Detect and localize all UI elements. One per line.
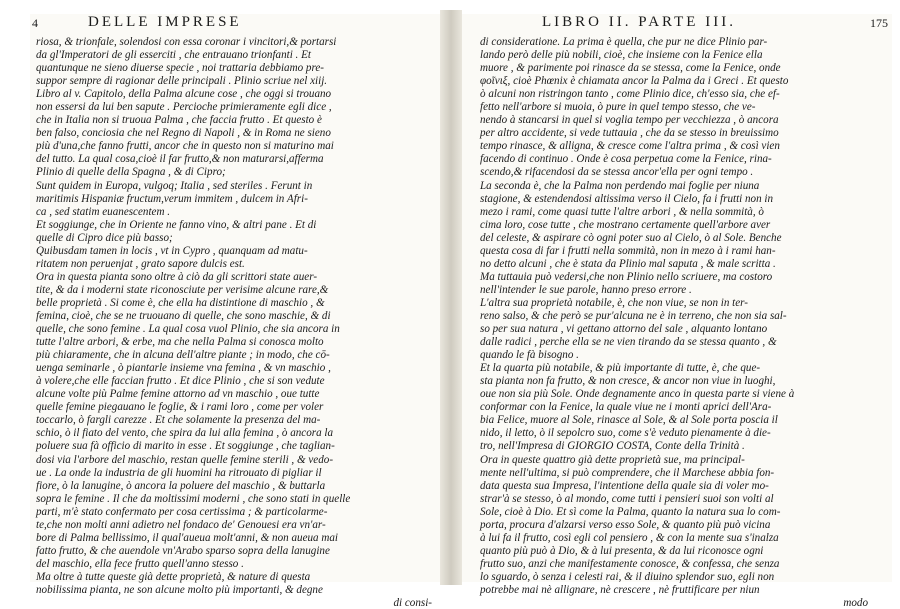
left-text-line: sopra le femine . Il che da moltissimi moderni , che sono stati in quelle — [36, 492, 351, 505]
left-text-line: à volere,che elle faccian frutto . Et dice Plinio , che si son vedute — [36, 375, 325, 388]
left-text-line: alcune volte più Palme femine attorno ad vn maschio , oue tutte — [36, 388, 320, 401]
left-text-line: suppor sempre di ragionar delle principali . Plinio scriue nel xiij. — [36, 75, 328, 88]
right-text-line: Sole, cioè à Dio. Et sì come la Palma, quanto la natura sua lo com- — [480, 505, 781, 518]
right-text-line: strar'à se stesso, ò al mondo, come tutti i pensieri suoi son volti al — [480, 492, 774, 505]
right-page — [462, 14, 892, 609]
left-text-line: Libro al v. Capitolo, della Palma alcune cose , che oggi si trouano — [36, 88, 332, 101]
left-page-number: 4 — [32, 16, 38, 30]
right-text-line: tro, nell'Impresa di GIORGIO COSTA, Conte della Trinità . — [480, 440, 745, 453]
left-text-line: quelle, che sono femine . La qual cosa vuol Plinio, che sia ancora in — [36, 323, 340, 336]
right-text-line: La seconda è, che la Palma non perdendo mai foglie per niuna — [480, 179, 760, 192]
left-text-line: più chiaramente, che in alcuna dell'altre piante ; in modo, che cō- — [36, 349, 330, 362]
right-catchword: modo — [843, 597, 868, 609]
right-text-line: fetto nell'arbore si muoia, ò pure in quel tempo stesso, che ve- — [480, 101, 756, 114]
right-text-line: no detto alcuni , che è stata da Plinio mal saputa , & male scritta . — [480, 257, 776, 270]
right-text-line: mente nell'ultima, si può comprendere, che il Marchese abbia fon- — [480, 466, 775, 479]
left-text-line: femina, cioè, che se ne truouano di quelle, che sono maschie, & di — [36, 309, 331, 322]
right-running-title: LIBRO II. PARTE III. — [542, 14, 736, 30]
left-text-line: quantunque ne sieno diuerse specie , noi trattaria debbiamo pre- — [36, 62, 324, 75]
left-text-line: Et soggiunge, che in Oriente ne fanno vino, & altri pane . Et di — [36, 218, 317, 231]
left-text-line: te,che non molti anni adietro nel fondaco de' Genouesi era vn'ar- — [36, 518, 326, 531]
left-text-line: ben falso, conciosia che nel Regno di Napoli , & in Roma ne sieno — [36, 127, 331, 140]
left-text-line: ue . La onde la industria de gli huomini ha ritrouato di pigliar il — [36, 466, 322, 479]
right-text-line: tempo rinasce, & alligna, & cresce come l'altra prima , & così vien — [480, 140, 780, 153]
left-text-line: tite, & da i moderni state riconosciute per verisime alcune rare,& — [36, 283, 329, 296]
right-text-line: stagione, & estendendosi altissima verso il Cielo, fa i frutti non in — [480, 192, 774, 205]
right-text-line: dalle radici , perche ella se ne vien tirando da se stessa quanto , & — [480, 336, 777, 349]
left-text-line: Ma oltre à tutte queste già dette proprietà, & nature di questa — [36, 570, 311, 583]
right-text-line: potrebbe mai nè allignare, nè crescere , nè fruttificare per niun — [480, 583, 760, 596]
right-text-line: nell'intender le sue parole, hanno preso errore . — [480, 283, 692, 296]
right-text-line: di consideratione. La prima è quella, che pur ne dice Plinio par- — [480, 36, 768, 48]
left-text-line: ca , sed statim euanescentem . — [36, 205, 171, 218]
left-text-line: Quibusdam tamen in locis , vt in Cypro , quanquam ad matu- — [36, 244, 308, 257]
left-text-line: non essersi da lui ben sapute . Percioche primieramente egli dice , — [36, 101, 332, 114]
left-text-line: tutte l'altre arbori, & erbe, ma che nella Palma si conosca molto — [36, 336, 324, 349]
right-text-line: bia Felice, muore al Sole, rinasce al Sole, & al Sole porta poscia il — [480, 414, 778, 427]
right-text-line: per altro accidente, si vede tuttauia , che da se stesso in breuissimo — [480, 127, 779, 140]
left-text-line: fiore, ò la lanugine, ò ancora la poluere del maschio , & buttarla — [36, 479, 326, 492]
left-text-line: quelle femine piegauano le foglie, & i rami loro , come per voler — [36, 401, 324, 414]
left-text-line: poluere sua fà officio di marito in esse . Et soggiunge , che taglian- — [36, 440, 335, 453]
right-text-line: frutto suo, anzi che manifestamente conosce, & confessa, che senza — [480, 557, 780, 570]
left-text-line: del tutto. La qual cosa,cioè il far frutto,& non maturarsi,afferma — [36, 153, 324, 166]
right-text-line: lando però delle più nobili, cioè, che insieme con la Fenice ella — [480, 49, 763, 62]
right-text-line: data questa sua Impresa, l'intentione della quale sia di voler mo- — [480, 479, 769, 492]
left-running-title: DELLE IMPRESE — [88, 14, 242, 30]
left-text-line: riosa, & trionfale, solendosi con essa coronar i vincitori,& portarsi — [36, 36, 337, 48]
left-text-line: che in Italia non si truoua Palma , che faccia frutto . Et questo è — [36, 114, 322, 127]
left-text-line: bore di Palma bellissimo, il qual'aueua molt'anni, & non aueua mai — [36, 531, 339, 544]
left-page — [30, 14, 440, 609]
right-text-line: reno salso, & che però se pur'alcuna ne è in terreno, che non sia sal- — [480, 309, 787, 322]
right-text-line: L'altra sua proprietà notabile, è, che non viue, se non in ter- — [480, 296, 748, 309]
right-text-line: ò alcuni non ristringon tanto , come Plinio dice, ch'esso sia, che ef- — [480, 88, 780, 101]
left-text-line: uenga seminarle , ò piantarle insieme vna femina , & vn maschio , — [36, 362, 331, 375]
left-body-text — [30, 36, 440, 597]
left-text-line: dosi via l'arbore del maschio, restan quelle femine sterili , & vedo- — [36, 453, 334, 466]
right-page-number: 175 — [870, 16, 888, 30]
right-text-line: muore , & parimente poi rinasce da se stessa, come la Fenice, onde — [480, 62, 781, 75]
left-text-line: nobilissima pianta, ne son alcune molto più importanti, & degne — [36, 583, 323, 596]
right-text-line: à lui fa il frutto, così egli col pensiero , & con la mente sua s'inalza — [480, 531, 779, 544]
right-text-line: quanto più può à Dio, & à lui presenta, & da lui riconosce ogni — [480, 544, 764, 557]
left-catchword: di consi- — [393, 597, 432, 609]
right-running-head — [462, 14, 892, 36]
left-text-line: maritimis Hispaniæ fructum,verum immitem , dulcem in Afri- — [36, 192, 308, 205]
left-text-line: fatto frutto, & che auendole vn'Arabo sparso sopra della lanugine — [36, 544, 330, 557]
right-text-line: so per sua natura , vi gettano attorno del sale , alquanto lontano — [480, 323, 768, 336]
right-text-line: lo sguardo, ò senza i celesti rai, & il diuino splendor suo, egli non — [480, 570, 775, 583]
left-text-line: ritatem non peruenjat , grato sapore dulcis est. — [36, 257, 245, 270]
left-text-line: toccarlo, ò fargli carezze . Et che solamente la presenza del ma- — [36, 414, 321, 427]
right-text-line: sta pianta non fa frutto, & non cresce, & ancor non viue in luoghi, — [480, 375, 776, 388]
right-text-line: Ora in queste quattro già dette proprietà sue, ma principal- — [480, 453, 745, 466]
left-text-line: del maschio, ella fece frutto quell'anno stesso . — [36, 557, 244, 570]
left-text-line: schio, ò il fiato del vento, che spira da lui alla femina , ò ancora la — [36, 427, 334, 440]
right-text-line: oue non sia più Sole. Onde degnamente anco in questa parte si viene à — [480, 388, 795, 401]
right-text-line: nido, il letto, ò il sepolcro suo, come s'è veduto pienamente à die- — [480, 427, 771, 440]
right-text-line: Ma tuttauia può vedersi,che non Plinio nello scriuere, ma costoro — [480, 270, 773, 283]
book-gutter — [440, 10, 462, 585]
left-text-line: parti, m'è stato confermato per cosa certissima ; & particolarme- — [36, 505, 328, 518]
right-text-line: quando le fà bisogno . — [480, 349, 579, 362]
left-text-line: quelle di Cipro dice più basso; — [36, 231, 173, 244]
right-text-line: φοῖνιξ, cioè Phœnix è chiamata ancor la Palma da i Greci . Et questo — [480, 75, 789, 88]
right-text-line: mezo i rami, come quasi tutte l'altre arbori , & nella sommità, ò — [480, 205, 764, 218]
left-text-line: Plinio di quelle della Spagna , & di Cipro; — [36, 166, 226, 179]
left-text-line: da gl'Imperatori de gli esserciti , che entrauano trionfanti . Et — [36, 49, 311, 62]
left-text-line: più d'una,che fanno frutti, ancor che in questo non si maturino mai — [36, 140, 334, 153]
right-body-text — [462, 36, 892, 597]
left-text-line: Sunt quidem in Europa, vulgoq; Italia , sed steriles . Ferunt in — [36, 179, 313, 192]
right-text-line: scendo,& rifacendosi da se stessa ancor'ella per ogni tempo . — [480, 166, 754, 179]
right-text-line: Et la quarta più notabile, & più importante di tutte, è, che que- — [480, 362, 761, 375]
right-text-line: nendo à stancarsi in quel si voglia tempo per vecchiezza , ò ancora — [480, 114, 779, 127]
right-text-line: porta, procura d'alzarsi verso esso Sole, & quanto più può vicina — [480, 518, 771, 531]
left-text-line: belle proprietà . Si come è, che ella ha distintione di maschio , & — [36, 296, 325, 309]
right-text-line: del celeste, & aspirare cò ogni poter suo al Cielo, ò al Sole. Benche — [480, 231, 782, 244]
left-text-line: Ora in questa pianta sono oltre à ciò da gli scrittori state auer- — [36, 270, 318, 283]
right-text-line: conformar con la Fenice, la quale viue ne i monti aprici dell'Ara- — [480, 401, 772, 414]
right-text-line: facendo di continuo . Onde è cosa perpetua come la Fenice, rina- — [480, 153, 772, 166]
right-text-line: questa cosa di far i frutti nella sommità, non in mezo à i rami han- — [480, 244, 776, 257]
right-text-line: cima loro, cose tutte , che mostrano certamente quell'arbore aver — [480, 218, 771, 231]
left-running-head — [30, 14, 440, 36]
